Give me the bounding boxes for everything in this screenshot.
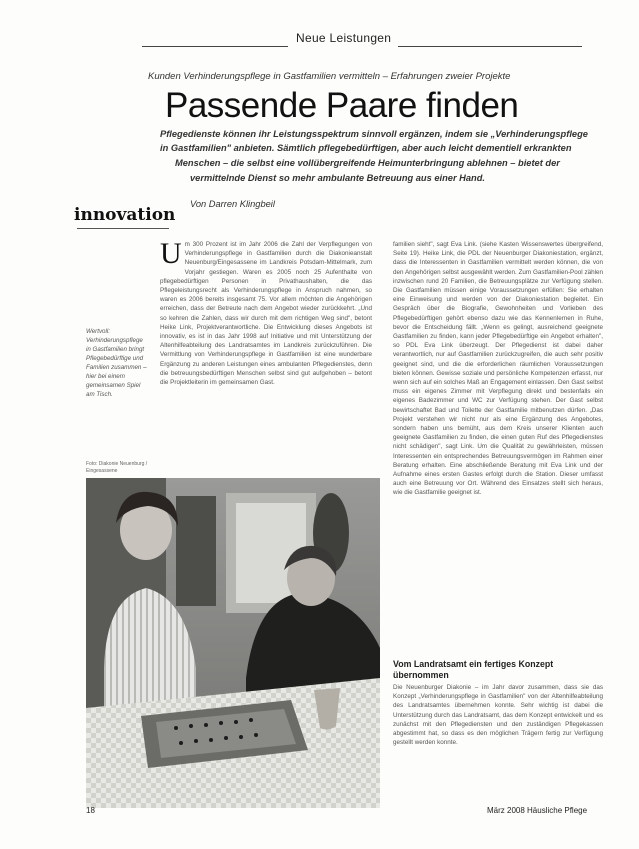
- page-number: 18: [86, 806, 95, 815]
- innovation-rule: [77, 228, 169, 229]
- publication-footer: März 2008 Häusliche Pflege: [487, 806, 588, 815]
- photo-caption: Wertvoll: Verhinderungspflege in Gastfamilien bringt Pflegebedürftige und Familien zusammen – hier bei einem gemeinsamen Spiel am Tisch.: [86, 328, 147, 398]
- header-rule-left: [142, 46, 288, 47]
- article-kicker: Kunden Verhinderungspflege in Gastfamilien vermitteln – Erfahrungen zweier Projekte: [148, 71, 511, 82]
- dropcap: U: [160, 240, 182, 270]
- lead-line-3: Menschen – die selbst eine vollübergreifende Heimunterbringung ablehnen – bietet der: [175, 158, 560, 168]
- column-left-text: m 300 Prozent ist im Jahr 2006 die Zahl der Verpflegungen von Verhinderungspflege in Gastfamilien durch die Diakonieanstalt Neuenburg/Eingesassene im Landkreis Potsdam-Mittelmark, zum Vorjahr gestiegen. Waren es 2005 noch 25 Aufenthalte von pflegebedürftigen Personen in Privathaushalten, die das Pflegeleistungsrecht als Verhinderungspflege in Anspruch nahmen, so waren es 2006 bereits insgesamt 75. Vor allem möchten die Angehörigen erreichen, dass der Betreute nach dem Angebot wieder zurückkehrt. „Und so kehren die Zahlen, dass wir durch mit dem richtigen Weg sind", betont Heike Link, Projektverantwortliche. Die Entwicklung dieses Angebots ist innovativ, es ist in das Jahr 1998 auf Initiative und mit Unterstützung der Altenhilfeabteilung des Landratsamtes im Landkreis zurückzuführen. Die Vermittlung von Verhinderungspflege in Gastfamilien ist eine wunderbare Ergänzung zu anderen Leistungen eines ambulanten Pflegedienstes, denn die betreuungsbedürftigen Menschen selbst sind gut aufgehoben – betont die Projektleiterin im gemeinsamen Gast.: [160, 241, 372, 387]
- article-subheading: Vom Landratsamt ein fertiges Konzept übernommen: [393, 659, 554, 680]
- lead-line-1: Pflegedienste können ihr Leistungsspektrum sinnvoll ergänzen, indem sie „Verhinderungspflege: [160, 129, 588, 139]
- article-column-right-continued: [393, 683, 603, 807]
- article-column-left: [160, 240, 372, 476]
- author-byline: Von Darren Klingbeil: [190, 199, 275, 209]
- column-right-text: familien sieht", sagt Eva Link. (siehe Kasten Wissenswertes übergreifend, Seite 19). Heike Link, die PDL der Neuenburger Diakoniestation, ergänzt, dass die Interessenten in Gastfamilien vermittelt werden können, die von den Angehörigen selbst ausgewählt werden. Zum Gastfamilien-Pool zählen inzwischen rund 20 Familien, die Betreuungsplätze zur Verfügung stellen. Die Gastfamilien müssen einige Voraussetzungen erfüllen: Sie erhalten eine Einweisung und werden von der Diakoniestation begleitet. Ein Gespräch über die Biografie, Gewohnheiten und Vorlieben des Pflegebedürftigen gehört ebenso dazu wie das Kennenlernen in Ruhe, bevor die Entscheidung fällt. „Wenn es gelingt, ausreichend geeignete Gastfamilien zu finden, kann jeder Pflegebedürftige ein Angebot erhalten", so PDL Eva Link überzeugt. Der Pflegedienst ist dabei daher verantwortlich, nur auf Gastfamilien zurückzugreifen, die auch sehr positiv geeignet sind, und die die erforderlichen räumlichen Voraussetzungen bieten können. Gewisse soziale und persönliche Kompetenzen erfasst, nur wenn sich auf ein solches Maß an Engagement einlassen. Den Gast selbst muss ein eigenes Zimmer mit Verpflegung direkt und bestenfalls ein eigenes Badezimmer und WC zur Verfügung stehen. Der Gast selbst bewirtschaftet Bad und Toilette der Gastfamilie mitbenutzen dürfen. „Das Projekt verstehen wir nicht nur als eine Ergänzung des Angebotes, sondern haben uns bemüht, aus dem Kreis unserer Klienten auch geeignete Gastfamilien zu finden, die einen guten Ruf des Pflegedienstes nicht schädigen", sagt Link. Um die Qualität zu gewährleisten, müssen Interessenten ein entsprechendes Betreuungsvermögen im Rahmen einer Beratung erhalten. Eine abschließende Beratung mit Eva Link und der Aufnahme eines ersten Gastes erfolgt durch die Station. Dieser umfasst auch eine Betreuung vor Ort. Während des Einsatzes stellt sich heraus, wie die Gastfamilie geeignet ist.: [393, 241, 603, 497]
- photo-credit: Foto: Diakonie Neuenburg / Eingesassene: [86, 461, 148, 474]
- header-rule-right: [398, 46, 582, 47]
- lead-line-4: vermittelnde Dienst so mehr ambulante Betreuung aus einer Hand.: [190, 173, 485, 183]
- article-headline: Passende Paare finden: [165, 86, 519, 125]
- lead-line-2: in Gastfamilien" anbieten. Sämtlich pflegebedürftigen, aber auch leicht dementiell erkrankten: [160, 143, 572, 153]
- section-title: Neue Leistungen: [296, 31, 392, 45]
- column-right-continued-text: Die Neuenburger Diakonie – im Jahr davor zusammen, dass sie das Konzept „Verhinderungspflege in Gastfamilien" von der Altenhilfeabteilung des Landratsamtes übernehmen konnte. Sehr wichtig ist dabei die Unterstützung durch das Landratsamt, das dem Konzept entwickelt und es zunächst mit den Pflegediensten und den zuständigen Pflegekassen abgestimmt hat, so dass es den möglichen Trägern fertig zur Verfügung gestellt werden konnte.: [393, 684, 603, 747]
- article-column-right: [393, 240, 603, 640]
- innovation-label: innovation: [74, 205, 176, 225]
- article-photo: [86, 478, 380, 808]
